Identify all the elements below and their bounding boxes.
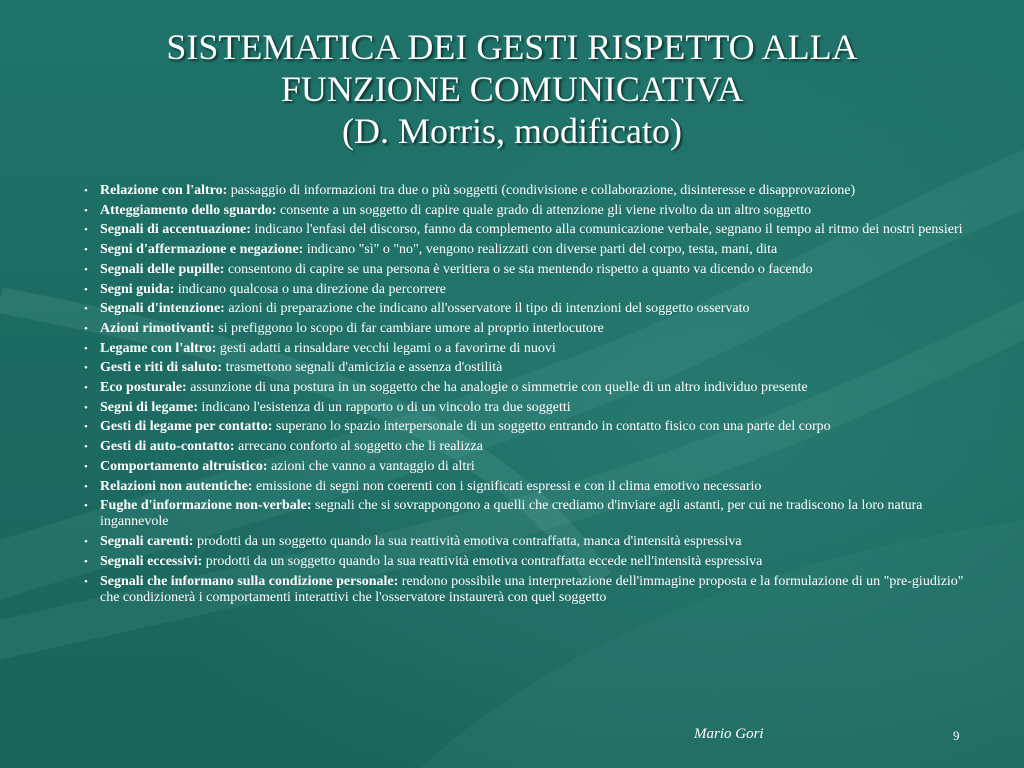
item-term: Gesti e riti di saluto:: [100, 360, 223, 376]
item-description: gesti adatti a rinsaldare vecchi legami o a favorirne di nuovi: [219, 340, 556, 356]
list-item: [84, 400, 964, 416]
list-item: [84, 282, 964, 298]
item-term: Segnali carenti:: [100, 534, 194, 550]
item-term: Eco posturale:: [100, 380, 187, 396]
item-description: rendono possibile una interpretazione dell'immagine proposta e la formulazione di un "pre-giudizio" che condizionerà i comportamenti interattivi che l'osservatore instaurerà con quel soggetto: [100, 573, 964, 605]
list-item: [84, 222, 964, 238]
item-term: Legame con l'altro:: [100, 340, 217, 356]
item-term: Segnali di accentuazione:: [100, 222, 251, 238]
item-term: Segni guida:: [100, 281, 175, 297]
title-line-1: SISTEMATICA DEI GESTI RISPETTO ALLA: [166, 27, 858, 67]
item-description: si prefiggono lo scopo di far cambiare umore al proprio interlocutore: [218, 320, 604, 336]
bullet-icon: •: [84, 204, 88, 217]
gesture-list: [84, 183, 964, 609]
bullet-icon: •: [84, 460, 88, 473]
item-description: segnali che si sovrappongono a quelli che crediamo d'inviare agli astanti, per cui ne tradiscono la loro natura ingannevole: [100, 498, 923, 530]
bullet-icon: •: [84, 555, 88, 568]
item-description: arrecano conforto al soggetto che li realizza: [238, 439, 483, 455]
item-term: Gesti di legame per contatto:: [100, 419, 273, 435]
item-term: Azioni rimotivanti:: [100, 320, 215, 336]
bullet-icon: •: [84, 362, 88, 375]
bullet-icon: •: [84, 500, 88, 513]
item-description: indicano l'enfasi del discorso, fanno da complemento alla comunicazione verbale, segnano il tempo al ritmo dei nostri pensieri: [254, 222, 963, 238]
item-term: Comportamento altruistico:: [100, 458, 268, 474]
item-description: consentono di capire se una persona è veritiera o se sta mentendo rispetto a quanto va dicendo o facendo: [227, 261, 813, 277]
item-description: prodotti da un soggetto quando la sua reattività emotiva contraffatta, manca d'intensità espressiva: [196, 534, 742, 550]
bullet-icon: •: [84, 480, 88, 493]
item-description: azioni di preparazione che indicano all'osservatore il tipo di intenzioni del soggetto osservato: [228, 301, 750, 317]
item-description: superano lo spazio interpersonale di un soggetto entrando in contatto fisico con una parte del corpo: [275, 419, 831, 435]
item-term: Segnali delle pupille:: [100, 261, 225, 277]
item-term: Atteggiamento dello sguardo:: [100, 202, 277, 218]
slide-title: [60, 26, 964, 152]
bullet-icon: •: [84, 322, 88, 335]
item-term: Gesti di auto-contatto:: [100, 439, 235, 455]
bullet-icon: •: [84, 283, 88, 296]
list-item: [84, 183, 964, 199]
list-item: [84, 341, 964, 357]
bullet-icon: •: [84, 441, 88, 454]
item-term: Fughe d'informazione non-verbale:: [100, 498, 312, 514]
item-description: prodotti da un soggetto quando la sua reattività emotiva contraffatta eccede nell'intensità espressiva: [205, 553, 763, 569]
bullet-icon: •: [84, 224, 88, 237]
bullet-icon: •: [84, 244, 88, 257]
footer-author: Mario Gori: [694, 726, 764, 742]
bullet-icon: •: [84, 575, 88, 588]
list-item: [84, 380, 964, 396]
list-item: [84, 262, 964, 278]
item-description: trasmettono segnali d'amicizia e assenza d'ostilità: [225, 360, 503, 376]
bullet-icon: •: [84, 263, 88, 276]
list-item: [84, 498, 964, 530]
list-item: [84, 360, 964, 376]
item-description: consente a un soggetto di capire quale grado di attenzione gli viene rivolto da un altro soggetto: [280, 202, 812, 218]
list-item: [84, 301, 964, 317]
item-description: assunzione di una postura in un soggetto che ha analogie o simmetrie con quelle di un altro individuo presente: [190, 380, 808, 396]
bullet-icon: •: [84, 342, 88, 355]
list-item: [84, 479, 964, 495]
list-item: [84, 321, 964, 337]
list-item: [84, 242, 964, 258]
item-term: Segnali eccessivi:: [100, 553, 203, 569]
bullet-icon: •: [84, 421, 88, 434]
list-item: [84, 203, 964, 219]
item-description: azioni che vanno a vantaggio di altri: [271, 458, 475, 474]
bullet-icon: •: [84, 185, 88, 197]
item-description: indicano l'esistenza di un rapporto o di un vincolo tra due soggetti: [201, 399, 571, 415]
bullet-icon: •: [84, 303, 88, 316]
list-item: [84, 534, 964, 550]
list-item: [84, 574, 964, 606]
bullet-icon: •: [84, 382, 88, 395]
list-item: [84, 554, 964, 570]
item-description: indicano "sì" o "no", vengono realizzati con diverse parti del corpo, testa, mani, dita: [306, 242, 778, 258]
item-term: Relazione con l'altro:: [100, 183, 228, 198]
item-term: Segnali che informano sulla condizione personale:: [100, 573, 399, 589]
title-line-2: FUNZIONE COMUNICATIVA: [280, 69, 744, 109]
page-number: 9: [953, 728, 960, 743]
bullet-icon: •: [84, 401, 88, 414]
item-term: Segni d'affermazione e negazione:: [100, 242, 304, 258]
title-line-3: (D. Morris, modificato): [342, 111, 682, 151]
item-term: Segnali d'intenzione:: [100, 301, 225, 317]
item-description: passaggio di informazioni tra due o più soggetti (condivisione e collaborazione, disinteresse e disapprovazione): [230, 183, 856, 198]
list-item: [84, 419, 964, 435]
list-item: [84, 439, 964, 455]
item-description: indicano qualcosa o una direzione da percorrere: [177, 281, 447, 297]
item-term: Relazioni non autentiche:: [100, 478, 253, 494]
list-item: [84, 459, 964, 475]
bullet-icon: •: [84, 536, 88, 549]
item-description: emissione di segni non coerenti con i significati espressi e con il clima emotivo necessario: [255, 478, 762, 494]
item-term: Segni di legame:: [100, 399, 198, 415]
